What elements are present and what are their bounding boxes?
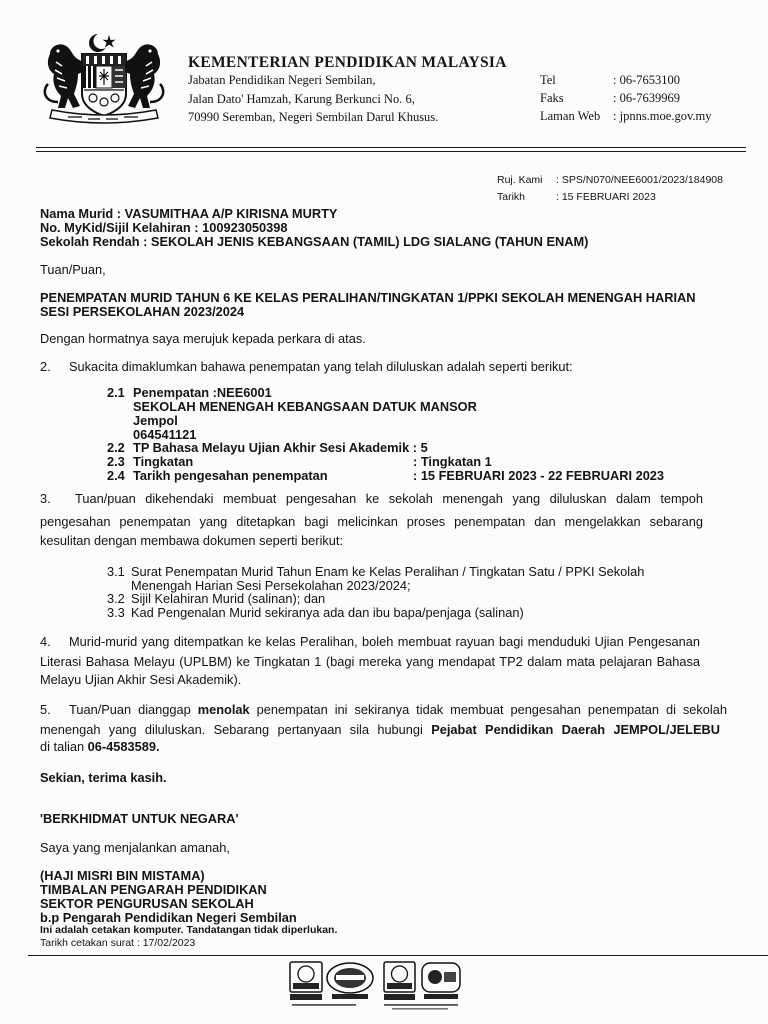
closing-trust: Saya yang menjalankan amanah, xyxy=(40,840,230,855)
document-item-number: 3.1 xyxy=(107,564,125,579)
reference-value: : SPS/N070/NEE6001/2023/184908 xyxy=(556,174,723,186)
reference-label: Ruj. Kami xyxy=(497,174,543,186)
contact-tel-value: : 06-7653100 xyxy=(613,73,681,87)
document-item-number: 3.2 xyxy=(107,591,125,606)
para3-line-2: pengesahan penempatan yang ditetapkan bagi melicinkan proses penempatan dan mengelakkan sebarang xyxy=(40,514,703,529)
confirmation-label: Tarikh pengesahan penempatan xyxy=(133,468,328,483)
para5-text: menengah yang diluluskan. Sebarang pertanyaan sila hubungi xyxy=(40,722,432,737)
placement-school-phone: 064541121 xyxy=(133,427,197,442)
para5-line-2 xyxy=(40,722,720,737)
form-value: : Tingkatan 1 xyxy=(413,454,492,469)
placement-school-district: Jempol xyxy=(133,413,178,428)
para5-line-3 xyxy=(40,739,160,754)
coat-of-arms-graphic xyxy=(38,32,170,128)
district-office-name: Pejabat Pendidikan Daerah JEMPOL/JELEBU xyxy=(431,722,720,737)
footer-divider xyxy=(28,955,768,956)
contact-fax-value: : 06-7639969 xyxy=(613,91,681,105)
para2-text: Sukacita dimaklumkan bahawa penempatan yang telah diluluskan adalah seperti berikut: xyxy=(69,359,573,374)
certification-badges xyxy=(288,960,464,1012)
letterhead-divider-top xyxy=(36,147,746,148)
tp-bm-item-number: 2.2 xyxy=(107,440,125,455)
document-item-text-continued: Menengah Harian Sesi Persekolahan 2023/2024; xyxy=(131,578,411,593)
signatory-sector: SEKTOR PENGURUSAN SEKOLAH xyxy=(40,896,254,911)
para2-number: 2. xyxy=(40,359,51,374)
student-name: Nama Murid : VASUMITHAA A/P KIRISNA MURTY xyxy=(40,206,338,221)
date-value: : 15 FEBRUARI 2023 xyxy=(556,191,656,203)
para4-number: 4. xyxy=(40,634,51,649)
para5-number: 5. xyxy=(40,702,51,717)
student-id-number: No. MyKid/Sijil Kelahiran : 100923050398 xyxy=(40,220,288,235)
form-label: Tingkatan xyxy=(133,454,194,469)
certification-mark-badge-icon xyxy=(422,963,460,999)
subject-line-2: SESI PERSEKOLAHAN 2023/2024 xyxy=(40,304,245,319)
para4-line-2: Literasi Bahasa Melayu (UPLBM) ke Tingkatan 1 (bagi mereka yang mendapat TP2 dalam mata pelajaran Bahasa xyxy=(40,654,700,669)
contact-web-label: Laman Web xyxy=(540,109,601,123)
para5-reject-emphasis: menolak xyxy=(197,702,250,717)
signatory-title: TIMBALAN PENGARAH PENDIDIKAN xyxy=(40,882,267,897)
contact-fax-label: Faks xyxy=(540,91,564,105)
document-item-text: Sijil Kelahiran Murid (salinan); dan xyxy=(131,591,326,606)
district-office-phone: 06-4583589. xyxy=(87,739,160,754)
address-line-3: 70990 Seremban, Negeri Sembilan Darul Khusus. xyxy=(188,110,439,124)
date-label: Tarikh xyxy=(497,191,526,203)
placement-school-code: Penempatan :NEE6001 xyxy=(133,385,272,400)
computer-print-note: Ini adalah cetakan komputer. Tandatangan tidak diperlukan. xyxy=(40,924,338,936)
contact-web-value: : jpnns.moe.gov.my xyxy=(613,109,712,123)
para3-line-3: kesulitan dengan membawa dokumen seperti berikut: xyxy=(40,533,344,548)
para4-line-1: Murid-murid yang ditempatkan ke kelas Peralihan, boleh membuat rayuan bagi menduduki Ujian Pengesanan xyxy=(69,634,700,649)
document-item-text: Surat Penempatan Murid Tahun Enam ke Kelas Peralihan / Tingkatan Satu / PPKI Sekolah xyxy=(131,564,645,579)
document-item-number: 3.3 xyxy=(107,605,125,620)
signatory-name: (HAJI MISRI BIN MISTAMA) xyxy=(40,868,205,883)
para5-text: Tuan/Puan dianggap xyxy=(69,702,198,717)
confirmation-item-number: 2.4 xyxy=(107,468,125,483)
para5-line-1 xyxy=(69,702,727,717)
salutation: Tuan/Puan, xyxy=(40,262,106,277)
subject-line-1: PENEMPATAN MURID TAHUN 6 KE KELAS PERALIHAN/TINGKATAN 1/PPKI SEKOLAH MENENGAH HARIAN xyxy=(40,290,696,305)
print-date: Tarikh cetakan surat : 17/02/2023 xyxy=(40,937,196,949)
certification-badges-graphic xyxy=(288,960,464,1012)
contact-tel-label: Tel xyxy=(540,73,556,87)
coat-of-arms-icon xyxy=(38,32,170,128)
primary-school: Sekolah Rendah : SEKOLAH JENIS KEBANGSAAN (TAMIL) LDG SIALANG (TAHUN ENAM) xyxy=(40,234,589,249)
quality-system-badge-icon xyxy=(384,962,415,1000)
ministry-name: KEMENTERIAN PENDIDIKAN MALAYSIA xyxy=(188,54,507,71)
closing-motto: 'BERKHIDMAT UNTUK NEGARA' xyxy=(40,811,239,826)
address-line-1: Jabatan Pendidikan Negeri Sembilan, xyxy=(188,73,376,87)
form-item-number: 2.3 xyxy=(107,454,125,469)
para3-number: 3. xyxy=(40,491,51,506)
letterhead-divider-bottom xyxy=(36,151,746,152)
para3-line-1: Tuan/puan dikehendaki membuat pengesahan ke sekolah menengah yang diluluskan dalam tempoh xyxy=(75,491,703,506)
iso-certification-badge-icon xyxy=(327,963,373,999)
document-item-text: Kad Pengenalan Murid sekiranya ada dan ibu bapa/penjaga (salinan) xyxy=(131,605,524,620)
address-line-2: Jalan Dato' Hamzah, Karung Berkunci No. 6, xyxy=(188,92,415,106)
para5-text: penempatan ini sekiranya tidak membuat pengesahan penempatan di sekolah xyxy=(249,702,727,717)
tp-bm-text: TP Bahasa Melayu Ujian Akhir Sesi Akademik : 5 xyxy=(133,440,428,455)
confirmation-value: : 15 FEBRUARI 2023 - 22 FEBRUARI 2023 xyxy=(413,468,665,483)
closing-thanks: Sekian, terima kasih. xyxy=(40,770,167,785)
para5-text: di talian xyxy=(40,739,88,754)
placement-school-name: SEKOLAH MENENGAH KEBANGSAAN DATUK MANSOR xyxy=(133,399,477,414)
para4-line-3: Melayu Ujian Akhir Sesi Akademik). xyxy=(40,672,242,687)
placement-item-number: 2.1 xyxy=(107,385,125,400)
signatory-on-behalf: b.p Pengarah Pendidikan Negeri Sembilan xyxy=(40,910,297,925)
opening-sentence: Dengan hormatnya saya merujuk kepada perkara di atas. xyxy=(40,331,366,346)
quality-system-badge-icon xyxy=(290,962,322,1000)
